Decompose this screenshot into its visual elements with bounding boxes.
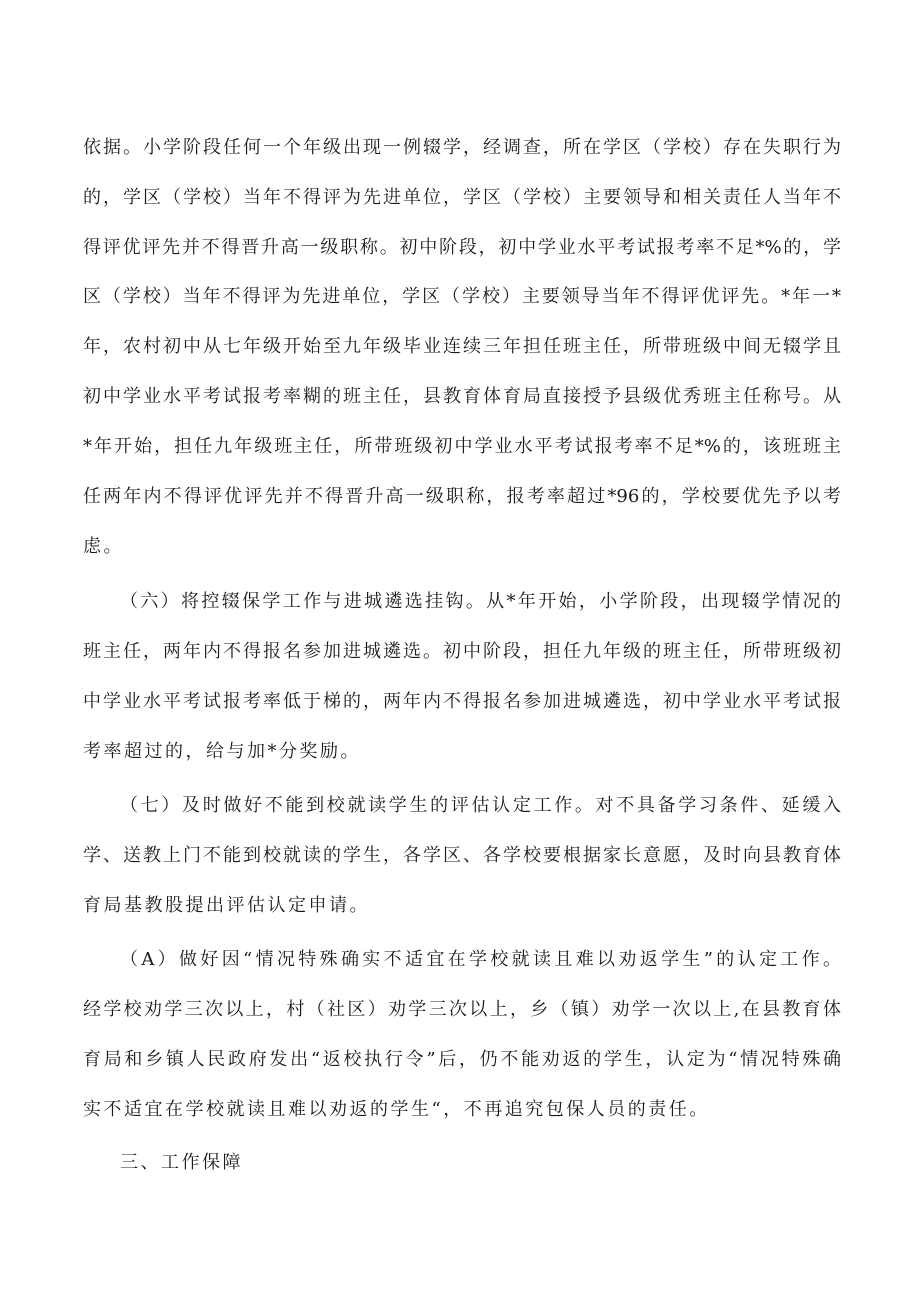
paragraph-line: 考率超过的，给与加*分奖励。	[83, 741, 361, 762]
paragraph-line: 区（学校）当年不得评为先进单位，学区（学校）主要领导当年不得评优评先。*年一*	[83, 286, 841, 307]
paragraph-line: 实不适宜在学校就读且难以劝返的学生“，不再追究包保人员的责任。	[83, 1099, 710, 1120]
paragraph-line: 育局和乡镇人民政府发出“返校执行令”后，仍不能劝返的学生，认定为“情况特殊确	[83, 1049, 841, 1070]
paragraph-line: 初中学业水平考试报考率糊的班主任，县教育体育局直接授予县级优秀班主任称号。从	[83, 386, 841, 407]
paragraph-line: 学、送教上门不能到校就读的学生，各学区、各学校要根据家长意愿，及时向县教育体	[83, 845, 841, 866]
paragraph-line: （六）将控辍保学工作与进城遴选挂钩。从*年开始，小学阶段，出现辍学情况的	[120, 591, 841, 612]
paragraph-line: （A）做好因“情况特殊确实不适宜在学校就读且难以劝返学生”的认定工作。	[120, 949, 841, 970]
paragraph-line: 年，农村初中从七年级开始至九年级毕业连续三年担任班主任，所带班级中间无辍学且	[83, 336, 841, 357]
paragraph-line: 中学业水平考试报考率低于梯的，两年内不得报名参加进城遴选，初中学业水平考试报	[83, 691, 841, 712]
paragraph-line: 班主任，两年内不得报名参加进城遴选。初中阶段，担任九年级的班主任，所带班级初	[83, 641, 841, 662]
section-heading: 三、工作保障	[120, 1152, 243, 1173]
paragraph-line: 育局基教股提出评估认定申请。	[83, 895, 370, 916]
paragraph-line: 任两年内不得评优评先并不得晋升高一级职称，报考率超过*96的，学校要优先予以考	[83, 486, 841, 507]
paragraph-line: 的，学区（学校）当年不得评为先进单位，学区（学校）主要领导和相关责任人当年不	[83, 187, 841, 208]
paragraph-line: 虑。	[83, 536, 124, 557]
paragraph-line: 得评优评先并不得晋升高一级职称。初中阶段，初中学业水平考试报考率不足*%的，学	[83, 237, 841, 258]
paragraph-line: *年开始，担任九年级班主任，所带班级初中学业水平考试报考率不足*%的，该班班主	[83, 436, 841, 457]
paragraph-line: 依据。小学阶段任何一个年级出现一例辍学，经调查，所在学区（学校）存在失职行为	[83, 137, 841, 158]
paragraph-line: （七）及时做好不能到校就读学生的评估认定工作。对不具备学习条件、延缓入	[120, 795, 841, 816]
paragraph-line: 经学校劝学三次以上，村（社区）劝学三次以上，乡（镇）劝学一次以上,在县教育体	[83, 999, 841, 1020]
